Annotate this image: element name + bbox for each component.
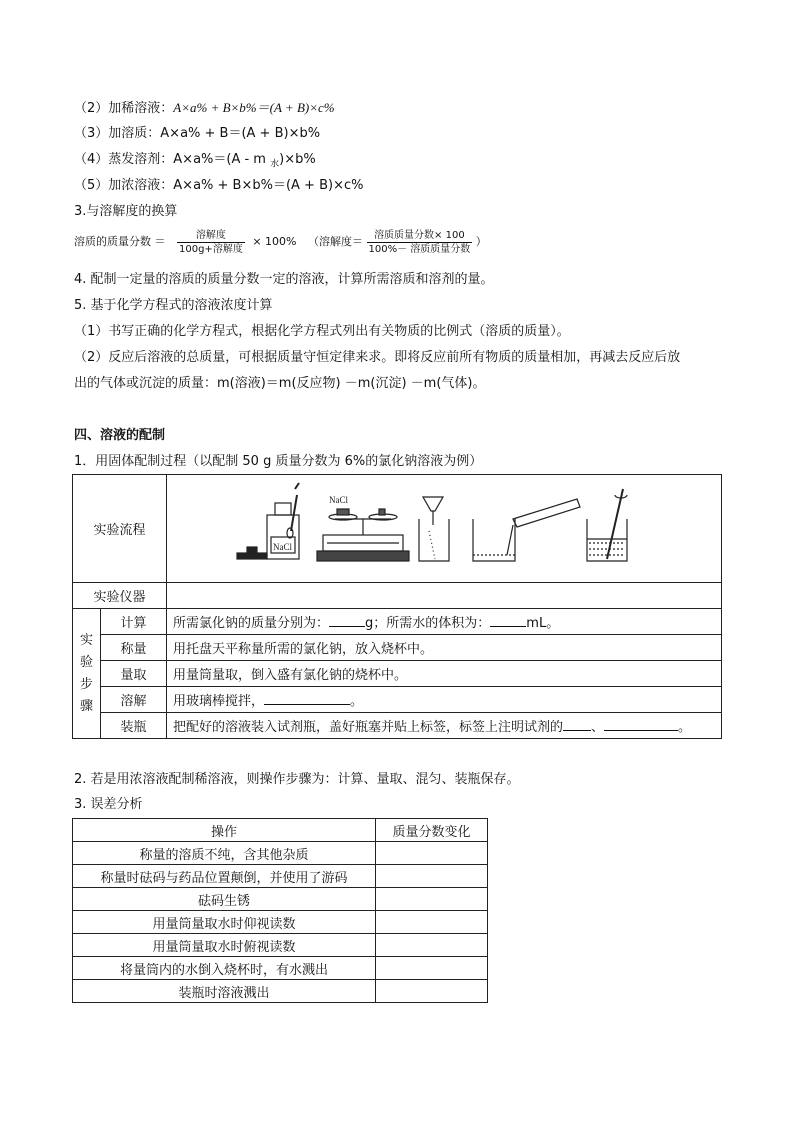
balance-icon xyxy=(317,509,409,561)
para-5-2a: （2）反应后溶液的总质量，可根据质量守恒定律来求。即将反应前所有物质的质量相加，再减去反应后放 xyxy=(74,350,681,365)
formula-expr-a: A×a%＝(A - m xyxy=(173,152,271,167)
answer-cell[interactable] xyxy=(376,865,488,888)
solubility-fraction xyxy=(177,229,245,256)
table-row xyxy=(73,980,488,1003)
step-text: 。 xyxy=(350,694,364,709)
nacl-bottle-label: NaCl xyxy=(273,542,292,552)
step-name: 量取 xyxy=(101,661,167,687)
step-desc xyxy=(167,609,722,635)
formula-add-solute xyxy=(74,124,320,144)
blank-mass[interactable] xyxy=(329,612,365,627)
fraction-numerator: 溶质质量分数× 100 xyxy=(367,229,473,243)
para-dilution: 2. 若是用浓溶液配制稀溶液，则操作步骤为：计算、量取、混匀、装瓶保存。 xyxy=(74,772,520,787)
operation-cell: 砝码生锈 xyxy=(73,888,376,911)
answer-cell[interactable] xyxy=(376,934,488,957)
formula-evaporate xyxy=(74,150,316,175)
step-text: 所需氯化钠的质量分别为： xyxy=(173,616,330,631)
flow-label: 实验流程 xyxy=(73,475,167,583)
table-row xyxy=(73,934,488,957)
beaker-with-solid-icon xyxy=(419,519,449,561)
formula-expr-b: )×b% xyxy=(279,152,316,167)
step-name: 装瓶 xyxy=(101,713,167,739)
header-change: 质量分数变化 xyxy=(376,819,488,842)
step-name: 称量 xyxy=(101,635,167,661)
para-5-2b: 出的气体或沉淀的质量：m(溶液)＝m(反应物) －m(沉淀) －m(气体)。 xyxy=(74,376,486,391)
para-5-1: （1）书写正确的化学方程式，根据化学方程式列出有关物质的比例式（溶质的质量）。 xyxy=(74,324,570,339)
para-5: 5. 基于化学方程式的溶液浓度计算 xyxy=(74,298,273,313)
operation-cell: 装瓶时溶液溅出 xyxy=(73,980,376,1003)
error-analysis-table xyxy=(72,818,488,1003)
table-row xyxy=(73,911,488,934)
step-row-calc xyxy=(73,609,722,635)
step-desc: 用量筒量取，倒入盛有氯化钠的烧杯中。 xyxy=(167,661,722,687)
solubility-formula xyxy=(74,228,487,256)
answer-cell[interactable] xyxy=(376,911,488,934)
times-100: × 100% xyxy=(252,235,297,248)
formula-label: （2）加稀溶液： xyxy=(74,101,174,116)
steps-char: 步 xyxy=(79,676,93,692)
table-row xyxy=(73,842,488,865)
blank-reagent-name[interactable] xyxy=(563,716,591,731)
formula-label: （3）加溶质： xyxy=(74,126,161,141)
operation-cell: 用量筒量取水时俯视读数 xyxy=(73,934,376,957)
formula-label: （4）蒸发溶剂： xyxy=(74,152,174,167)
fraction-numerator: 溶解度 xyxy=(177,229,245,243)
section4-title: 四、溶液的配制 xyxy=(74,428,166,443)
flow-illustration-cell xyxy=(167,475,722,583)
lab-apparatus-illustration xyxy=(167,475,721,578)
step-text: 、 xyxy=(591,720,605,735)
header-operation: 操作 xyxy=(73,819,376,842)
step-text: 用玻璃棒搅拌， xyxy=(173,694,265,709)
step-row-measure xyxy=(73,661,722,687)
step-desc xyxy=(167,687,722,713)
step-name: 溶解 xyxy=(101,687,167,713)
para-error-analysis: 3. 误差分析 xyxy=(74,797,143,812)
instrument-label: 实验仪器 xyxy=(73,583,167,609)
table-row xyxy=(73,888,488,911)
formula-add-concentrate xyxy=(74,176,363,196)
steps-vertical-label xyxy=(73,609,101,739)
step-text: 。 xyxy=(678,720,692,735)
answer-cell[interactable] xyxy=(376,957,488,980)
graduated-cylinder-icon xyxy=(507,499,580,555)
formula-label: （5）加浓溶液： xyxy=(74,178,174,193)
blank-volume[interactable] xyxy=(490,612,526,627)
steps-char: 验 xyxy=(79,654,93,670)
operation-cell: 用量筒量取水时仰视读数 xyxy=(73,911,376,934)
beaker-icon xyxy=(473,519,515,561)
answer-cell[interactable] xyxy=(376,888,488,911)
formula-dilute xyxy=(74,98,335,119)
blank-purpose[interactable] xyxy=(264,690,350,705)
formula-sub: 水 xyxy=(270,159,280,170)
funnel-icon xyxy=(423,497,443,525)
step-row-bottle xyxy=(73,713,722,739)
instrument-row xyxy=(73,583,722,609)
weighing-paper-icon xyxy=(237,547,267,559)
step-row-weigh xyxy=(73,635,722,661)
table-row xyxy=(73,865,488,888)
nacl-balance-label: NaCl xyxy=(329,495,348,505)
step-name: 计算 xyxy=(101,609,167,635)
formula-expr: A×a% + B×b%＝(A + B)×c% xyxy=(173,100,335,115)
answer-cell[interactable] xyxy=(376,980,488,1003)
formula-expr: A×a% + B×b%＝(A + B)×c% xyxy=(173,178,364,193)
stirring-beaker-icon xyxy=(587,489,627,561)
answer-cell[interactable] xyxy=(376,842,488,865)
flow-row xyxy=(73,475,722,583)
steps-char: 实 xyxy=(79,632,93,648)
step-text: mL。 xyxy=(526,616,560,631)
table-header-row xyxy=(73,819,488,842)
instrument-answer-cell xyxy=(167,583,722,609)
fraction-denominator: 100g+溶解度 xyxy=(179,243,243,255)
step-desc: 用托盘天平称量所需的氯化钠，放入烧杯中。 xyxy=(167,635,722,661)
solubility-fraction-2 xyxy=(367,229,473,256)
operation-cell: 称量时砝码与药品位置颠倒，并使用了游码 xyxy=(73,865,376,888)
step-text: g；所需水的体积为： xyxy=(365,616,491,631)
blank-concentration[interactable] xyxy=(604,716,678,731)
steps-char: 骤 xyxy=(79,698,93,714)
step-text: 把配好的溶液装入试剂瓶，盖好瓶塞并贴上标签，标签上注明试剂的 xyxy=(173,720,564,735)
paren-close: ） xyxy=(475,235,487,248)
fraction-denominator: 100%－ 溶质质量分数 xyxy=(368,243,471,255)
paren-open: （溶解度＝ xyxy=(308,235,363,248)
formula-expr: A×a% + B＝(A + B)×b% xyxy=(160,126,321,141)
table-row xyxy=(73,957,488,980)
section3-title: 3.与溶解度的换算 xyxy=(74,204,178,219)
preparation-table xyxy=(72,474,722,739)
section4-item1: 1．用固体配制过程（以配制 50 g 质量分数为 6%的氯化钠溶液为例） xyxy=(74,454,483,469)
operation-cell: 将量筒内的水倒入烧杯时，有水溅出 xyxy=(73,957,376,980)
step-row-dissolve xyxy=(73,687,722,713)
para-4: 4. 配制一定量的溶质的质量分数一定的溶液，计算所需溶质和溶剂的量。 xyxy=(74,272,494,287)
operation-cell: 称量的溶质不纯，含其他杂质 xyxy=(73,842,376,865)
mass-fraction-lhs: 溶质的质量分数 ＝ xyxy=(74,235,166,248)
step-desc xyxy=(167,713,722,739)
